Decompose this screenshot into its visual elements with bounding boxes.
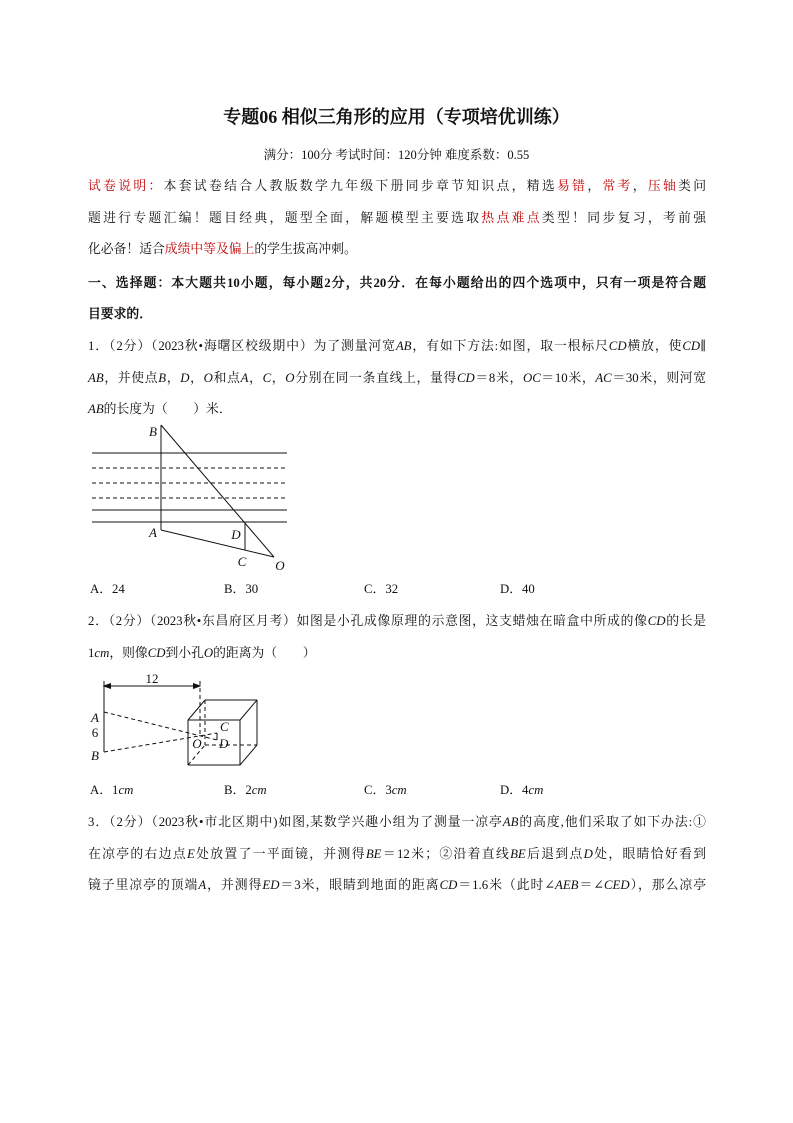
text-run: ，则像 <box>109 646 148 660</box>
question-3-line <box>88 812 706 832</box>
option-b <box>224 579 258 599</box>
text-run: C．32 <box>364 582 399 596</box>
text-run: ， <box>166 371 181 385</box>
text-run: ∥ <box>700 339 707 353</box>
segment-ao <box>161 530 274 557</box>
question-2-line <box>88 643 706 663</box>
text-run: 3．（2分）（2023秋•市北区期中)如图,某数学兴趣小组为了测量一凉亭 <box>88 815 503 829</box>
question-1-line <box>88 336 706 356</box>
question-2-line <box>88 611 706 631</box>
label-length-ab: 6 <box>91 725 99 740</box>
text-run: 类型！同步复习，考前强 <box>541 211 707 225</box>
question-2-figure <box>85 668 265 770</box>
text-run: 题进行专题汇编！题目经典，题型全面，解题模型主要选取 <box>88 211 482 225</box>
math-variable: CD <box>608 339 627 353</box>
text-run: D．40 <box>500 582 535 596</box>
page-title: 专题06 相似三角形的应用（专项培优训练） <box>223 107 570 127</box>
text-run: 处，眼睛恰好看到 <box>592 847 707 861</box>
text-run: 在凉亭的右边点 <box>88 847 187 861</box>
arrow-left-icon <box>104 684 111 689</box>
math-variable: D <box>180 371 190 385</box>
text-run: ， <box>587 179 603 193</box>
label-a: A <box>149 525 157 540</box>
question-1-line <box>88 368 706 388</box>
math-variable: AB <box>88 371 104 385</box>
segment-bo <box>161 425 274 557</box>
question-1-figure <box>85 420 300 580</box>
text-run: ＝10米， <box>540 371 596 385</box>
text-run: 镜子里凉亭的顶端 <box>88 878 199 892</box>
text-run: 的距离为（ ） <box>213 646 316 660</box>
option-d <box>500 579 535 599</box>
math-variable: A <box>198 878 207 892</box>
arrow-right-icon <box>193 684 200 689</box>
math-variable: O <box>203 371 213 385</box>
highlight-text: 试卷说明： <box>88 179 164 193</box>
text-run: 的学生拔高冲刺。 <box>254 242 357 256</box>
highlight-text: 压轴 <box>647 179 679 193</box>
text-run: ， <box>632 179 648 193</box>
math-variable: D <box>583 847 593 861</box>
math-variable: AB <box>395 339 412 353</box>
math-variable: CED <box>604 878 630 892</box>
box-edge <box>240 700 257 720</box>
text-run: 分别在同一条直线上，量得 <box>294 371 457 385</box>
math-variable: cm <box>528 783 544 797</box>
label-o: O <box>192 736 202 751</box>
label-c: C <box>220 719 229 734</box>
text-run: ， <box>248 371 263 385</box>
text-run: 化必备！适合 <box>88 242 165 256</box>
math-variable: B <box>158 371 167 385</box>
text-run: 的长度为（ ）米． <box>103 402 232 416</box>
text-run: B．2 <box>224 783 252 797</box>
question-3-line <box>88 875 706 895</box>
text-run: ），那么凉亭 <box>629 878 706 892</box>
math-variable: CD <box>456 371 475 385</box>
text-run: C．3 <box>364 783 392 797</box>
intro-line <box>88 239 706 259</box>
math-variable: CD <box>439 878 458 892</box>
label-d: D <box>219 736 229 751</box>
text-run: 一、选择题：本大题共10小题，每小题2分，共20分．在每小题给出的四个选项中，只有一项是符合题 <box>88 276 706 290</box>
label-b: B <box>91 748 99 763</box>
text-run: 和点 <box>212 371 241 385</box>
text-run: 1 <box>88 646 95 660</box>
text-run: D．4 <box>500 783 529 797</box>
text-run: 2．（2分）（2023秋•东昌府区月考）如图是小孔成像原理的示意图，这支蜡烛在暗盒中所成的像 <box>88 614 648 628</box>
text-run: ＝8米， <box>474 371 523 385</box>
text-run: ，并测得 <box>206 878 263 892</box>
text-run: ＝1.6米（此时∠ <box>457 878 556 892</box>
math-variable: A <box>240 371 249 385</box>
label-a: A <box>91 710 99 725</box>
box-edge <box>188 700 205 720</box>
text-run: 类问 <box>678 179 707 193</box>
math-variable: CD <box>647 614 666 628</box>
math-variable: E <box>186 847 195 861</box>
text-run: 到小孔 <box>165 646 204 660</box>
text-run: 的长是 <box>665 614 707 628</box>
highlight-text: 易错 <box>557 179 588 193</box>
math-variable: OC <box>522 371 541 385</box>
question-3-line <box>88 844 706 864</box>
text-run: 1．（2分）（2023秋•海曙区校级期中）为了测量河宽 <box>88 339 396 353</box>
math-variable: O <box>203 646 214 660</box>
math-variable: CD <box>147 646 166 660</box>
text-run: 处放置了一平面镜，并测得 <box>194 847 366 861</box>
math-variable: cm <box>251 783 267 797</box>
text-run: ＝3米，眼睛到地面的距离 <box>279 878 440 892</box>
text-run: A．1 <box>90 783 119 797</box>
text-run: A．24 <box>90 582 125 596</box>
highlight-text: 热点难点 <box>481 211 542 225</box>
math-variable: AB <box>88 402 104 416</box>
option-d <box>500 780 543 800</box>
math-variable: C <box>262 371 272 385</box>
text-run: ， <box>271 371 286 385</box>
label-distance: 12 <box>145 671 159 686</box>
text-run: ＝30米，则河宽 <box>611 371 707 385</box>
text-run: 目要求的． <box>88 307 152 321</box>
box-edge <box>240 745 257 765</box>
option-c <box>364 780 407 800</box>
math-variable: BE <box>365 847 382 861</box>
math-variable: ED <box>262 878 280 892</box>
text-run: 横放，使 <box>626 339 683 353</box>
label-c: C <box>237 554 247 569</box>
question-1-line <box>88 399 706 419</box>
math-variable: AB <box>502 815 519 829</box>
option-b <box>224 780 267 800</box>
text-run: 本套试卷结合人教版数学九年级下册同步章节知识点，精选 <box>163 179 558 193</box>
text-run: 的高度,他们采取了如下办法:① <box>518 815 706 829</box>
math-variable: O <box>285 371 295 385</box>
intro-line <box>88 176 706 196</box>
exam-meta: 满分：100分 考试时间：120分钟 难度系数：0.55 <box>263 148 530 162</box>
text-run: ，有如下方法:如图，取一根标尺 <box>411 339 609 353</box>
text-run: ， <box>189 371 204 385</box>
option-a <box>90 780 133 800</box>
text-run: ，并使点 <box>103 371 159 385</box>
math-variable: cm <box>391 783 407 797</box>
label-b: B <box>149 424 157 439</box>
highlight-text: 常考 <box>602 179 633 193</box>
option-c <box>364 579 398 599</box>
option-a <box>90 579 125 599</box>
math-variable: cm <box>94 646 110 660</box>
text-run: ＝∠ <box>578 878 605 892</box>
math-variable: AC <box>595 371 612 385</box>
highlight-text: 成绩中等及偏上 <box>164 242 255 256</box>
math-variable: BE <box>510 847 526 861</box>
label-o: O <box>275 558 285 573</box>
math-variable: AEB <box>555 878 579 892</box>
text-run: 后退到点 <box>525 847 584 861</box>
label-d: D <box>231 527 241 542</box>
math-variable: cm <box>118 783 134 797</box>
section-heading-line <box>88 304 706 324</box>
math-variable: CD <box>682 339 701 353</box>
text-run: ＝12米；②沿着直线 <box>381 847 511 861</box>
section-heading-line <box>88 273 706 293</box>
intro-line <box>88 208 706 228</box>
text-run: B．30 <box>224 582 259 596</box>
